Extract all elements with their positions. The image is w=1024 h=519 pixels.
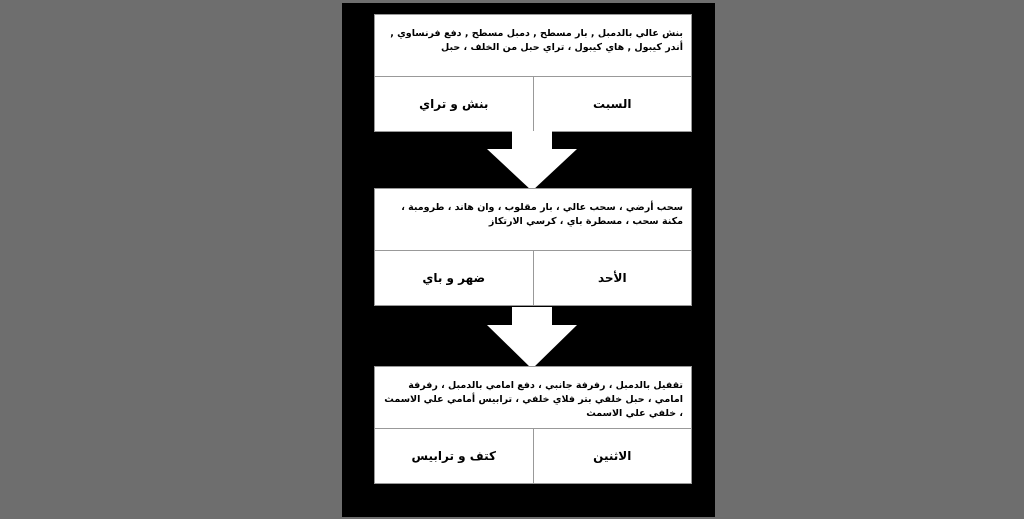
muscle-group-label: بنش و تراي (419, 97, 489, 111)
exercise-list: بنش عالي بالدمبل , بار مسطح , دمبل مسطح , دفع فرنساوي , أندر كيبول , هاي كيبول ، تراي حبل من الخلف ، حبل (375, 15, 691, 77)
document-page (342, 3, 715, 517)
exercise-list: تقفيل بالدمبل ، رفرفة جانبي ، دفع امامي بالدمبل ، رفرفة امامي ، حبل خلفي بتر فلاي خلفي ، ترابيس أمامي علي الاسمث ، خلفي علي الاسمث (375, 367, 691, 429)
step-card-sunday (374, 188, 692, 306)
down-arrow-icon (487, 131, 577, 191)
day-label: الاثنين (533, 429, 692, 483)
day-label: الأحد (533, 251, 692, 305)
muscle-group-label: كتف و ترابيس (411, 449, 496, 463)
schedule-row (375, 251, 691, 305)
step-card-saturday (374, 14, 692, 132)
step-card-monday (374, 366, 692, 484)
schedule-row (375, 429, 691, 483)
muscle-group-label: ضهر و باي (422, 271, 486, 285)
schedule-row (375, 77, 691, 131)
day-label: السبت (533, 77, 692, 131)
exercise-list: سحب أرضي ، سحب عالي ، بار مقلوب ، وان هاند ، طرومبة ، مكنة سحب ، مسطرة باي ، كرسي الارتكاز (375, 189, 691, 251)
down-arrow-icon (487, 307, 577, 369)
